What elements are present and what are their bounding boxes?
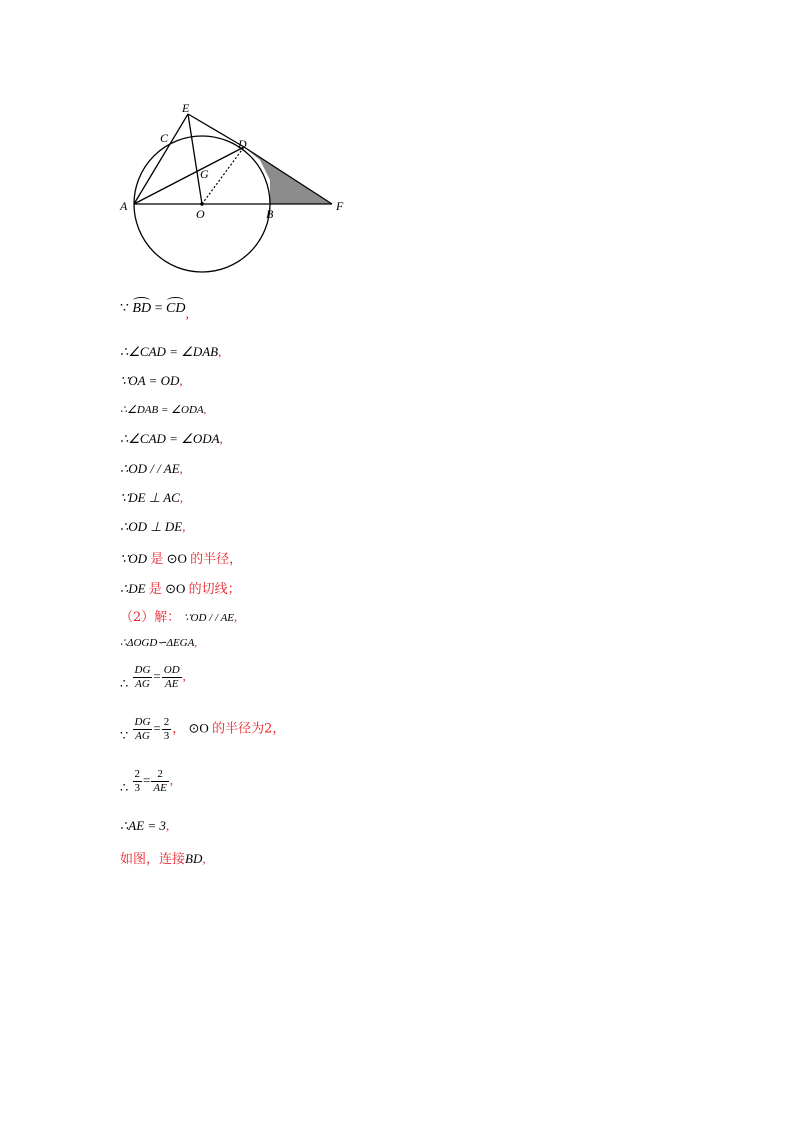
proof-line-16 [120,818,169,834]
fraction-2-3 [133,768,143,795]
denominator: AG [135,730,150,742]
proof-line-11 [120,606,237,625]
therefore-symbol: ∴ [120,780,129,796]
proof-line-8 [120,519,185,535]
punct: , [234,609,238,624]
radius-value: 2 [264,721,273,737]
line-math: ∵OD / / AE [183,612,235,624]
equals-sign: = [153,668,161,684]
line-text: ∵OA = OD [120,373,180,388]
proof-line-17 [120,848,206,867]
line-text: ∴ΔOGD∽ΔEGA [120,637,195,649]
label-e: E [182,101,190,115]
proof-line-13 [120,664,186,691]
line-cn: 的切线； [188,582,241,597]
line-text: ∴AE = 3 [120,818,166,833]
because-symbol: ∵ [120,728,129,744]
because-symbol: ∵ [120,301,129,316]
proof-line-2 [120,344,221,360]
punct: , [218,344,222,359]
punct: , [179,461,183,476]
label-f: F [336,199,344,213]
proof-line-1 [120,300,189,322]
fraction-2-3 [162,716,172,743]
center-dot [200,202,204,206]
line-text: ∴OD ⊥ DE [120,519,183,534]
proof-line-4 [120,403,206,416]
denominator: 3 [163,730,170,742]
line-cn: 的半径， [190,552,243,567]
punct: , [165,818,170,833]
numerator: DG [134,664,151,676]
line-text: ∵DE ⊥ AC [120,490,180,505]
line-ed [188,114,244,147]
separator: ， [172,721,186,737]
arc-cd: CD [166,301,186,316]
proof-line-5 [120,431,223,447]
therefore-symbol: ∴ [120,676,129,692]
equals-sign: = [143,772,151,788]
line-text: ∴∠CAD = ∠DAB [120,344,219,359]
proof-line-6 [120,461,183,477]
proof-line-15 [120,768,173,795]
numerator: 2 [163,716,170,728]
line-cn: 是 [150,552,164,567]
numerator: OD [163,664,180,676]
punct: , [203,404,207,416]
punct: , [194,637,198,649]
punct: , [179,490,184,505]
part-2-label: （2）解： [120,610,181,625]
line-math: ∵OD [120,551,148,566]
label-c: C [160,131,169,145]
fraction-dg-ag [133,664,153,691]
equals-sign: = [153,720,161,736]
line-eo [188,114,202,204]
punct: , [179,373,183,388]
line-cn: 的半径为 [212,721,265,737]
proof-line-7 [120,490,183,506]
fraction-od-ae [162,664,182,691]
arc-bd: BD [132,301,152,316]
punct: , [182,668,186,684]
punct: , [182,519,186,534]
numerator: 2 [134,768,141,780]
numerator: 2 [151,768,168,782]
proof-line-3 [120,373,183,389]
line-math: BD [185,851,203,866]
label-g: G [200,167,209,181]
line-text: ∴∠DAB = ∠ODA [120,404,204,416]
label-o: O [196,207,205,221]
proof-line-9 [120,548,242,567]
numerator: DG [134,716,151,728]
line-text: ∴∠CAD = ∠ODA [120,431,220,446]
line-text: ∴OD / / AE [120,461,180,476]
proof-line-10 [120,578,241,597]
punct: , [169,772,174,788]
equals-sign: = [154,301,163,316]
circle-o-symbol: ⊙O [166,551,187,566]
fraction-2-ae [151,768,168,795]
denominator: AG [135,678,150,690]
label-a: A [120,199,128,213]
circle-o-symbol: ⊙O [165,581,186,596]
circle-o-symbol: ⊙O [188,720,209,736]
label-d: D [238,137,247,151]
denominator: AE [153,782,167,794]
geometry-figure [118,100,358,280]
punct: , [202,851,206,866]
proof-line-14 [120,716,285,743]
line-cn: 是 [148,582,162,597]
denominator: 3 [134,782,141,794]
punct: , [185,307,189,322]
line-math: ∴DE [120,581,146,596]
denominator: AE [164,678,179,690]
label-b: B [266,207,274,221]
punct: , [219,431,223,446]
proof-line-12 [120,636,197,649]
fraction-dg-ag [133,716,153,743]
line-cn: 如图，连接 [120,852,186,867]
line-end: ， [272,721,286,737]
